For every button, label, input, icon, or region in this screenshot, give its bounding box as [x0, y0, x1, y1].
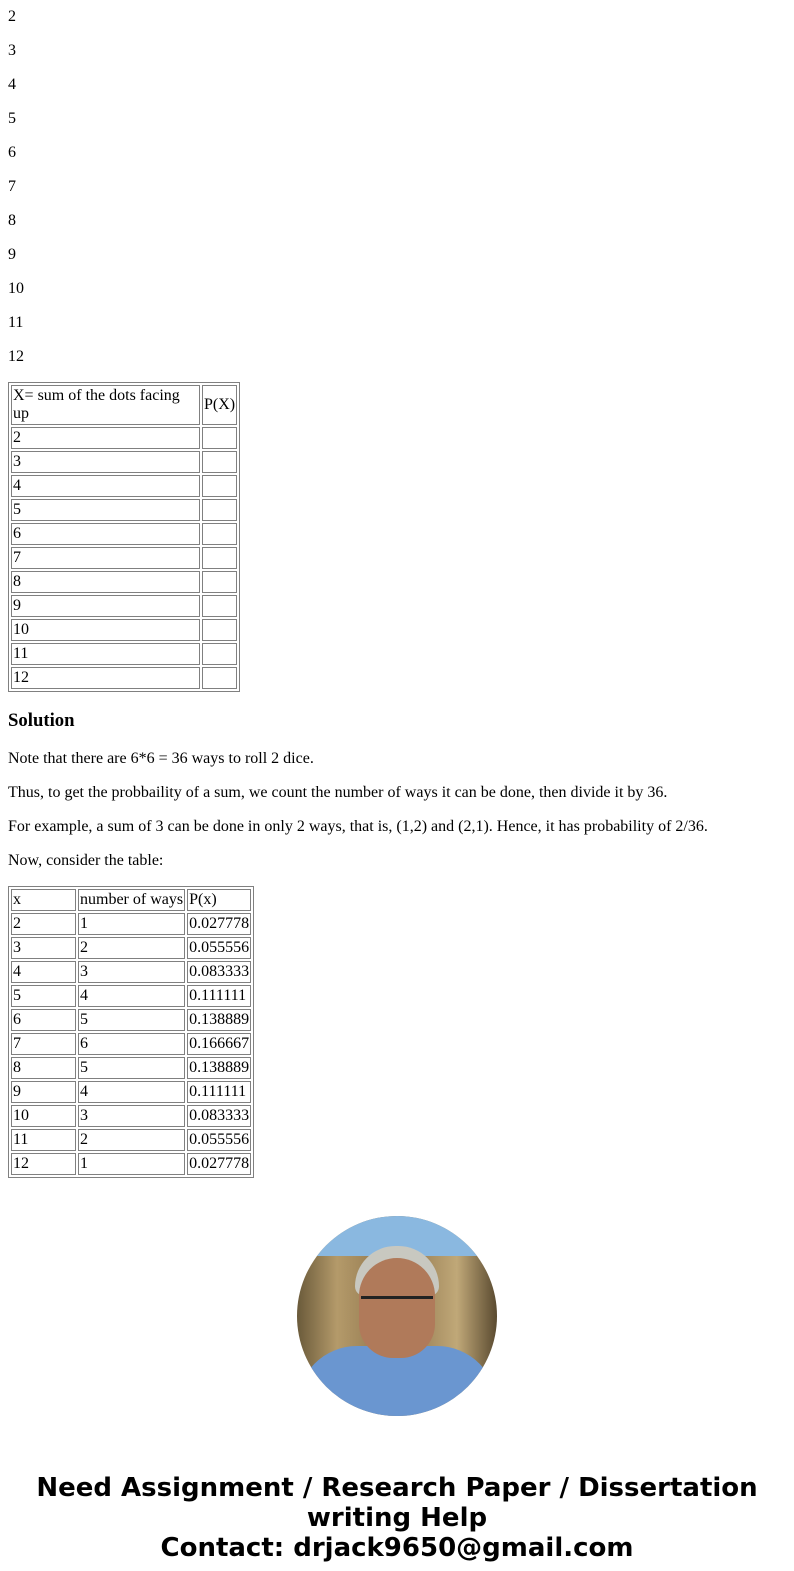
table-row: [11, 1009, 251, 1031]
table-row: [11, 667, 237, 689]
x-cell: 3: [11, 937, 76, 959]
value-line: 7: [8, 178, 16, 195]
x-cell: 8: [11, 571, 200, 593]
ways-cell: 5: [78, 1057, 185, 1079]
contact-email: Contact: drjack9650@gmail.com: [160, 1533, 634, 1563]
probability-cell: 0.111111: [187, 985, 251, 1007]
table-row: [11, 985, 251, 1007]
table-row: [11, 1081, 251, 1103]
x-cell: 11: [11, 643, 200, 665]
probability-cell: 0.111111: [187, 1081, 251, 1103]
question-values-list: [8, 8, 786, 366]
ways-cell: 4: [78, 1081, 185, 1103]
header-cell: x: [11, 889, 76, 911]
ways-cell: 6: [78, 1033, 185, 1055]
help-text: Need Assignment / Research Paper / Dissertation writing Help: [36, 1473, 758, 1533]
table-header-row: [11, 385, 237, 425]
px-cell-empty: [202, 523, 237, 545]
value-line: 4: [8, 76, 16, 93]
x-cell: 10: [11, 619, 200, 641]
probability-cell: 0.055556: [187, 1129, 251, 1151]
probability-cell: 0.083333: [187, 1105, 251, 1127]
table-row: [11, 571, 237, 593]
px-cell-empty: [202, 619, 237, 641]
solution-paragraph: For example, a sum of 3 can be done in only 2 ways, that is, (1,2) and (2,1). Hence, it has probability of 2/36.: [8, 818, 708, 835]
table-row: [11, 427, 237, 449]
header-cell: P(X): [202, 385, 237, 425]
x-cell: 11: [11, 1129, 76, 1151]
probability-cell: 0.083333: [187, 961, 251, 983]
table-row: [11, 643, 237, 665]
table-row: [11, 937, 251, 959]
x-cell: 5: [11, 499, 200, 521]
x-cell: 9: [11, 1081, 76, 1103]
table-row: [11, 1129, 251, 1151]
value-line: 2: [8, 8, 16, 25]
header-cell: number of ways: [78, 889, 185, 911]
x-cell: 8: [11, 1057, 76, 1079]
value-line: 5: [8, 110, 16, 127]
value-line: 12: [8, 348, 24, 365]
value-line: 8: [8, 212, 16, 229]
probability-cell: 0.027778: [187, 913, 251, 935]
ways-cell: 5: [78, 1009, 185, 1031]
table-row: [11, 1105, 251, 1127]
x-cell: 7: [11, 547, 200, 569]
ways-cell: 3: [78, 1105, 185, 1127]
value-line: 9: [8, 246, 16, 263]
table-row: [11, 499, 237, 521]
solution-paragraph: Now, consider the table:: [8, 852, 164, 869]
px-cell-empty: [202, 667, 237, 689]
ways-cell: 4: [78, 985, 185, 1007]
solution-paragraph: Thus, to get the probbaility of a sum, we count the number of ways it can be done, then divide it by 36.: [8, 784, 668, 801]
value-line: 6: [8, 144, 16, 161]
px-cell-empty: [202, 595, 237, 617]
table-header-row: [11, 889, 251, 911]
solution-paragraph: Note that there are 6*6 = 36 ways to roll 2 dice.: [8, 750, 314, 767]
probability-cell: 0.138889: [187, 1057, 251, 1079]
x-cell: 6: [11, 1009, 76, 1031]
table-row: [11, 961, 251, 983]
x-cell: 12: [11, 1153, 76, 1175]
probability-cell: 0.138889: [187, 1009, 251, 1031]
ways-cell: 2: [78, 1129, 185, 1151]
ways-cell: 1: [78, 1153, 185, 1175]
solution-heading: Solution: [8, 710, 75, 731]
x-cell: 2: [11, 913, 76, 935]
px-cell-empty: [202, 451, 237, 473]
ways-cell: 3: [78, 961, 185, 983]
px-cell-empty: [202, 475, 237, 497]
table-row: [11, 547, 237, 569]
value-line: 11: [8, 314, 24, 331]
header-cell: X= sum of the dots facing up: [11, 385, 200, 425]
x-cell: 4: [11, 961, 76, 983]
author-photo-container: [8, 1216, 786, 1421]
probability-cell: 0.166667: [187, 1033, 251, 1055]
table-row: [11, 1057, 251, 1079]
px-cell-empty: [202, 499, 237, 521]
table-row: [11, 1033, 251, 1055]
contact-banner: [8, 1473, 786, 1563]
x-cell: 5: [11, 985, 76, 1007]
question-table: [8, 382, 240, 692]
x-cell: 9: [11, 595, 200, 617]
author-avatar: [297, 1216, 497, 1416]
table-row: [11, 595, 237, 617]
x-cell: 10: [11, 1105, 76, 1127]
px-cell-empty: [202, 571, 237, 593]
x-cell: 6: [11, 523, 200, 545]
px-cell-empty: [202, 547, 237, 569]
probability-cell: 0.027778: [187, 1153, 251, 1175]
x-cell: 2: [11, 427, 200, 449]
table-row: [11, 619, 237, 641]
solution-table: [8, 886, 254, 1178]
x-cell: 7: [11, 1033, 76, 1055]
px-cell-empty: [202, 643, 237, 665]
table-row: [11, 913, 251, 935]
x-cell: 12: [11, 667, 200, 689]
table-row: [11, 523, 237, 545]
probability-cell: 0.055556: [187, 937, 251, 959]
x-cell: 3: [11, 451, 200, 473]
table-row: [11, 475, 237, 497]
table-row: [11, 451, 237, 473]
px-cell-empty: [202, 427, 237, 449]
ways-cell: 2: [78, 937, 185, 959]
ways-cell: 1: [78, 913, 185, 935]
value-line: 10: [8, 280, 24, 297]
table-row: [11, 1153, 251, 1175]
value-line: 3: [8, 42, 16, 59]
header-cell: P(x): [187, 889, 251, 911]
x-cell: 4: [11, 475, 200, 497]
